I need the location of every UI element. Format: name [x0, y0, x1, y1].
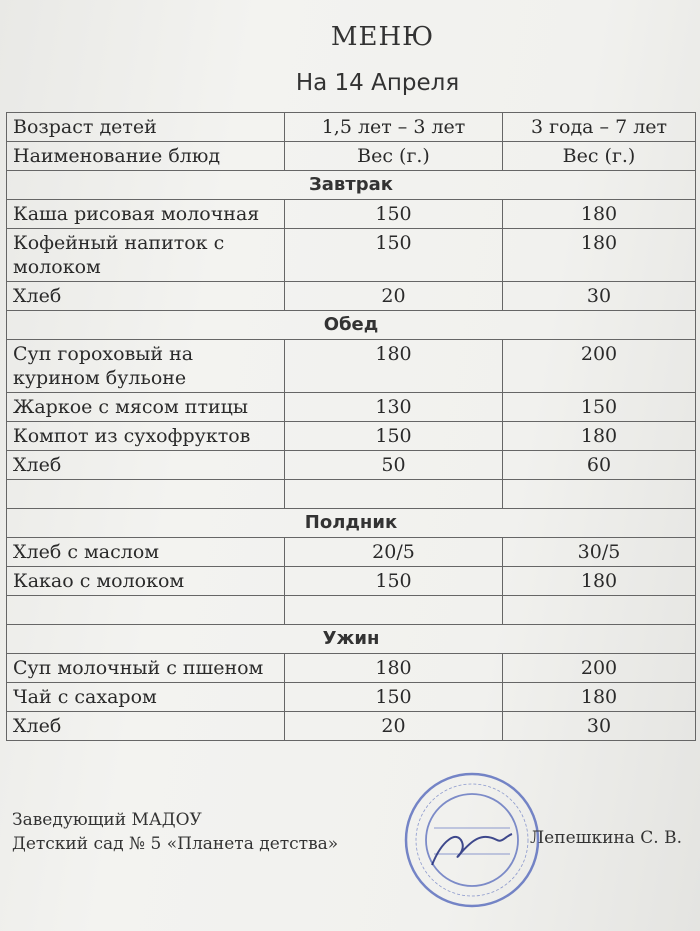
header-row-age — [7, 113, 696, 142]
age-group-2: 3 года – 7 лет — [503, 113, 696, 142]
section-dinner — [7, 625, 696, 654]
dish-name: Хлеб — [7, 712, 285, 741]
weight-2: 200 — [503, 654, 696, 683]
weight-1: 20 — [285, 712, 503, 741]
position-line-2: Детский сад № 5 «Планета детства» — [12, 834, 339, 854]
dish-name: Кофейный напиток с молоком — [7, 229, 285, 282]
official-stamp-icon — [402, 770, 542, 910]
weight-2: 180 — [503, 200, 696, 229]
dish-name: Суп гороховый на курином бульоне — [7, 340, 285, 393]
dish-name: Хлеб — [7, 451, 285, 480]
weight-1: 180 — [285, 340, 503, 393]
dish-name: Компот из сухофруктов — [7, 422, 285, 451]
menu-date: На 14 Апреля — [295, 70, 460, 96]
weight-2: 180 — [503, 229, 696, 282]
table-row — [7, 654, 696, 683]
dish-name: Чай с сахаром — [7, 683, 285, 712]
weight-2: 150 — [503, 393, 696, 422]
weight-2: 180 — [503, 422, 696, 451]
weight-2: 200 — [503, 340, 696, 393]
menu-table — [6, 112, 696, 741]
table-row — [7, 712, 696, 741]
director-name: Лепешкина С. В. — [530, 828, 682, 848]
empty-row — [7, 596, 696, 625]
weight-2: 30/5 — [503, 538, 696, 567]
dish-name: Хлеб с маслом — [7, 538, 285, 567]
weight-1: 180 — [285, 654, 503, 683]
weight-label-1: Вес (г.) — [285, 142, 503, 171]
table-row — [7, 340, 696, 393]
weight-1: 150 — [285, 567, 503, 596]
section-lunch — [7, 311, 696, 340]
table-row — [7, 229, 696, 282]
table-row — [7, 538, 696, 567]
dish-label: Наименование блюд — [7, 142, 285, 171]
dish-name: Суп молочный с пшеном — [7, 654, 285, 683]
table-row — [7, 451, 696, 480]
section-breakfast — [7, 171, 696, 200]
section-title: Завтрак — [7, 171, 696, 200]
signature-block — [12, 808, 338, 856]
age-group-1: 1,5 лет – 3 лет — [285, 113, 503, 142]
weight-1: 150 — [285, 229, 503, 282]
weight-1: 20 — [285, 282, 503, 311]
dish-name: Каша рисовая молочная — [7, 200, 285, 229]
weight-1: 130 — [285, 393, 503, 422]
weight-2: 30 — [503, 712, 696, 741]
weight-1: 150 — [285, 683, 503, 712]
position-line-1: Заведующий МАДОУ — [12, 810, 202, 830]
signature-icon — [432, 834, 512, 865]
table-row — [7, 567, 696, 596]
weight-1: 150 — [285, 200, 503, 229]
table-row — [7, 393, 696, 422]
table-row — [7, 282, 696, 311]
table-row — [7, 422, 696, 451]
weight-label-2: Вес (г.) — [503, 142, 696, 171]
dish-name: Жаркое с мясом птицы — [7, 393, 285, 422]
section-snack — [7, 509, 696, 538]
weight-1: 50 — [285, 451, 503, 480]
table-row — [7, 683, 696, 712]
section-title: Ужин — [7, 625, 696, 654]
weight-2: 30 — [503, 282, 696, 311]
age-label: Возраст детей — [7, 113, 285, 142]
menu-title: МЕНЮ — [330, 22, 435, 52]
empty-row — [7, 480, 696, 509]
weight-2: 180 — [503, 567, 696, 596]
table-row — [7, 200, 696, 229]
dish-name: Хлеб — [7, 282, 285, 311]
section-title: Полдник — [7, 509, 696, 538]
weight-2: 60 — [503, 451, 696, 480]
section-title: Обед — [7, 311, 696, 340]
weight-2: 180 — [503, 683, 696, 712]
dish-name: Какао с молоком — [7, 567, 285, 596]
header-row-dish — [7, 142, 696, 171]
weight-1: 20/5 — [285, 538, 503, 567]
weight-1: 150 — [285, 422, 503, 451]
